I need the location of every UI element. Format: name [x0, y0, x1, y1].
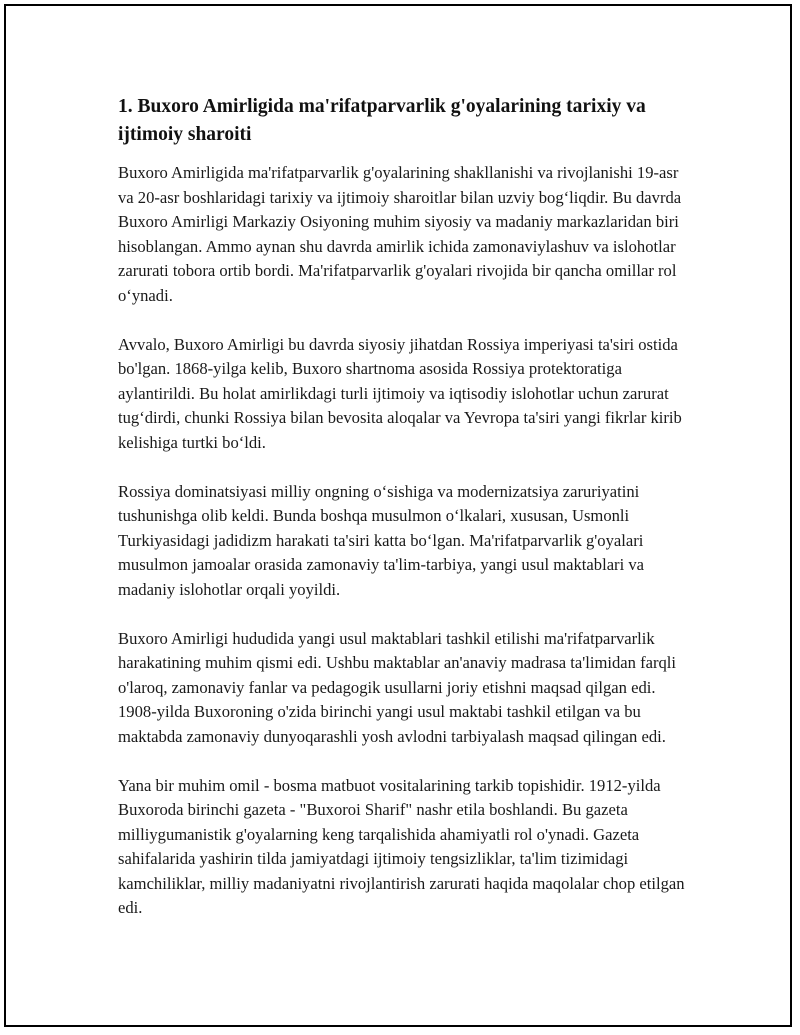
paragraph-5: Yana bir muhim omil - bosma matbuot vositalarining tarkib topishidir. 1912-yilda Buxoroda birinchi gazeta - "Buxoroi Sharif" nashr etila boshlandi. Bu gazeta milliygumanistik g'oyalarning keng tarqalishida ahamiyatli rol o'ynadi. Gazeta sahifalarida yashirin tilda jamiyatdagi ijtimoiy tengsizliklar, ta'lim tizimidagi kamchiliklar, milliy madaniyatni rivojlantirish zarurati haqida maqolalar chop etilgan edi. [118, 775, 685, 917]
paragraph-3: Rossiya dominatsiyasi milliy ongning o‘sishiga va modernizatsiya zaruriyatini tushunishga olib keldi. Bunda boshqa musulmon o‘lkalari, xususan, Usmonli Turkiyasidagi jadidizm harakati ta'siri katta bo‘lgan. Ma'rifatparvarlik g'oyalari musulmon jamoalar orasida zamonaviy ta'lim-tarbiya, yangi usul maktablari va madaniy islohotlar orqali yoyildi. [118, 481, 645, 599]
paragraph-4: Buxoro Amirligi hududida yangi usul maktablari tashkil etilishi ma'rifatparvarlik harakatining muhim qismi edi. Ushbu maktablar an'anaviy madrasa ta'limidan farqli o'laroq, zamonaviy fanlar va pedagogik usullarni joriy etishni maqsad qilgan edi. 1908-yilda Buxoroning o'zida birinchi yangi usul maktabi tashkil etilgan va bu maktabda zamonaviy dunyoqarashli yosh avlodni tarbiyalash maqsad qilingan edi. [118, 628, 677, 746]
document-body [118, 93, 690, 921]
paragraph-1: Buxoro Amirligida ma'rifatparvarlik g'oyalarining shakllanishi va rivojlanishi 19-asr va 20-asr boshlaridagi tarixiy va ijtimoiy sharoitlar bilan uzviy bog‘liqdir. Bu davrda Buxoro Amirligi Markaziy Osiyoning muhim siyosiy va madaniy markazlaridan biri hisoblangan. Ammo aynan shu davrda amirlik ichida zamonaviylashuv va islohotlar zarurati tobora ortib bordi. Ma'rifatparvarlik g'oyalari rivojida bir qancha omillar rol o‘ynadi. [118, 163, 682, 305]
section-heading: 1. Buxoro Amirligida ma'rifatparvarlik g'oyalarining tarixiy va ijtimoiy sharoiti [118, 96, 646, 145]
paragraph-2: Avvalo, Buxoro Amirligi bu davrda siyosiy jihatdan Rossiya imperiyasi ta'siri ostida bo'lgan. 1868-yilga kelib, Buxoro shartnoma asosida Rossiya protektoratiga aylantirildi. Bu holat amirlikdagi turli ijtimoiy va iqtisodiy islohotlar uchun zarurat tug‘dirdi, chunki Rossiya bilan bevosita aloqalar va Yevropa ta'siri yangi fikrlar kirib kelishiga turtki bo‘ldi. [118, 334, 682, 452]
